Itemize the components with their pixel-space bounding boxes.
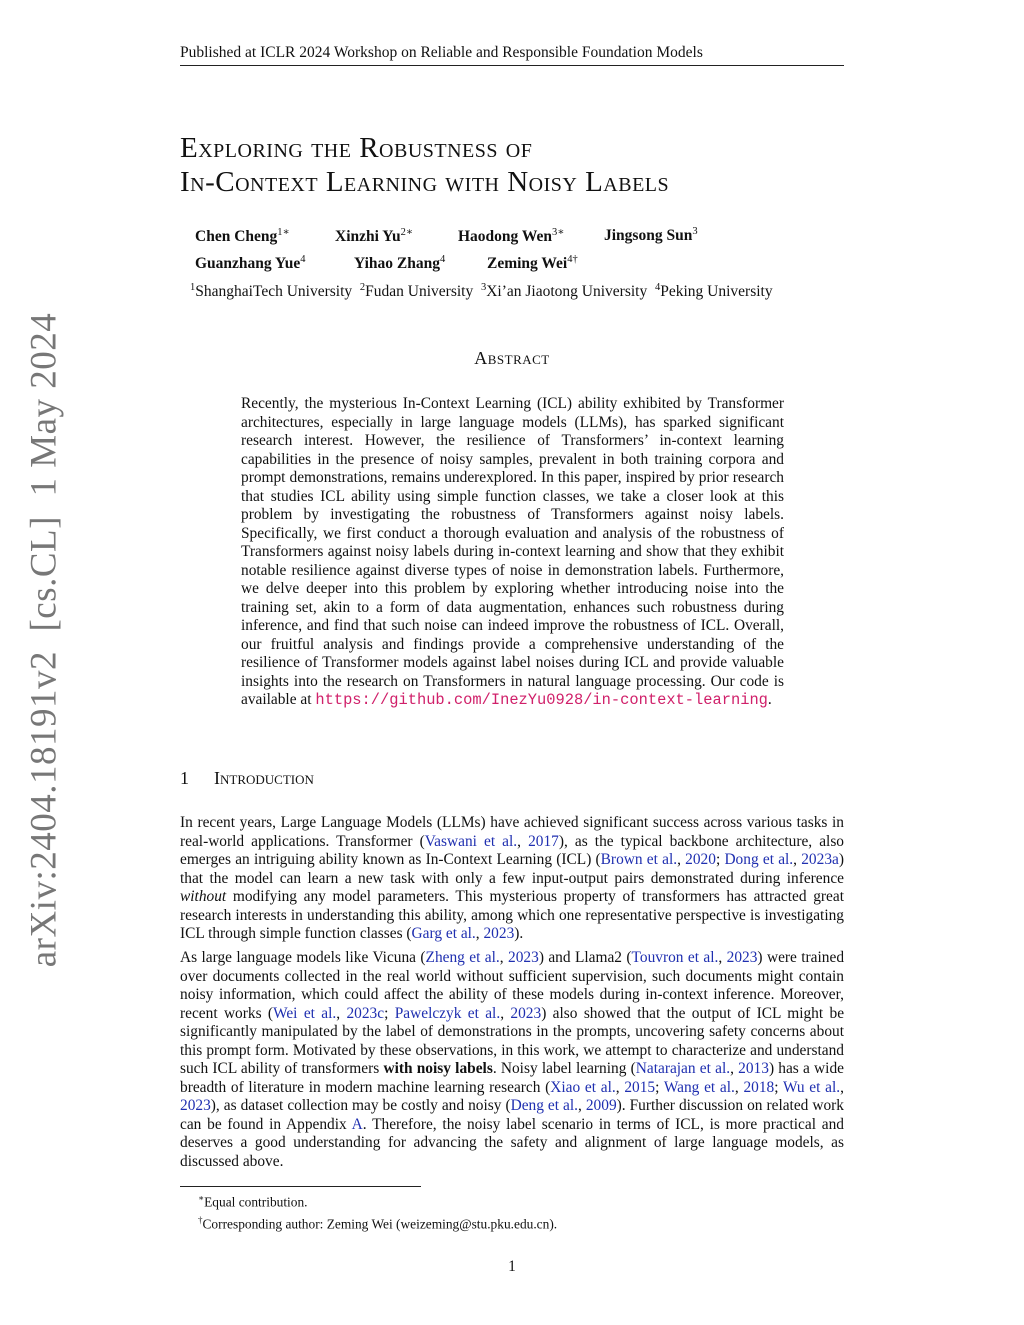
affiliation: $^4$Peking University	[654, 282, 773, 301]
abstract-text: Recently, the mysterious In-Context Learning (ICL) ability exhibited by Transformer architectures, especially in large language models (LLMs), has sparked significant research interest. However, the resilience of Transformers’ in-context learning capabilities in the presence of noisy samples, prevalent in both training corpora and prompt demonstrations, remains underexplored. In this paper, inspired by prior research that studies ICL ability using simple function classes, we take a closer look at this problem by investigating the robustness of Transformers against noisy labels. Specifically, we first conduct a thorough evaluation and analysis of the robustness of Transformers against noisy labels during in-context learning and show that they exhibit notable resilience against diverse types of noise in demonstration labels. Furthermore, we delve deeper into this problem by exploring whether introducing noise into the training set, akin to a form of data augmentation, enhances such robustness during inference, and find that such noise can indeed improve the robustness of ICL. Overall, our fruitful analysis and findings provide a comprehensive understanding of the resilience of Transformer models against label noises during ICL and provide valuable insights into the research on Transformers in natural language processing. Our code is available at	[241, 395, 784, 708]
header-rule	[180, 65, 844, 66]
author-list	[195, 226, 855, 282]
citation-year-link[interactable]: 2018	[743, 1078, 775, 1096]
title-line-1: Exploring the Robustness of	[180, 132, 533, 164]
citation-link[interactable]: Touvron et al.	[631, 949, 719, 966]
footnotes	[198, 1189, 557, 1234]
affiliation: $^2$Fudan University	[359, 282, 474, 301]
citation-link[interactable]: Xiao et al.	[550, 1078, 616, 1096]
citation-link[interactable]: Zheng et al.	[425, 949, 500, 966]
citation-year-link[interactable]: 2015	[624, 1078, 656, 1096]
footnote-rule	[180, 1186, 421, 1187]
author-name: Guanzhang Yue$^4$	[195, 254, 306, 273]
footnote: †Corresponding author: Zeming Wei (weizeming@stu.pku.edu.cn).	[198, 1215, 558, 1232]
code-url-link[interactable]: https://github.com/InezYu0928/in-context-learning	[315, 691, 768, 709]
appendix-link[interactable]: A	[351, 1115, 363, 1133]
intro-paragraph-1: In recent years, Large Language Models (LLMs) have achieved significant success across various tasks in real-world applications. Transformer (Vaswani et al., 2017), as the typical backbone architecture, also emerges an intriguing ability known as In-Context Learning (ICL) (Brown et al., 2020; Dong et al., 2023a) that the model can learn a new task with only a few input-output pairs demonstrated during inference without modifying any model parameters. This mysterious property of transformers has attracted great research interests in understanding this ability, among which one representative perspective is investigating ICL through simple function classes (Garg et al., 2023).	[180, 814, 845, 942]
citation-year-link[interactable]: 2023	[180, 1097, 211, 1114]
affiliation: $^3$Xi’an Jiaotong University	[480, 282, 648, 301]
citation-link[interactable]: Wu et al.	[782, 1078, 841, 1096]
citation-year-link[interactable]: 2023	[483, 925, 515, 942]
section-title: Introduction	[214, 768, 314, 788]
author-name: Xinzhi $Yu^{2∗}$	[335, 227, 414, 246]
citation-link[interactable]: Garg et al.	[411, 925, 476, 942]
intro-paragraph-2: As large language models like Vicuna (Zheng et al., 2023) and Llama2 (Touvron et al., 2023) were trained over documents collected in the real world without sufficient supervision, such documents might contain noisy information, which could affect the ability of these models during in-context inference. Moreover, recent works (Wei et al., 2023c; Pawelczyk et al., 2023) also showed that the output of ICL might be significantly manipulated by the label of demonstrations in the prompts, uncovering safety concerns about this prompt form. Motivated by these observations, in this work, we attempt to characterize and understand such ICL ability of transformers with noisy labels. Noisy label learning (Natarajan et al., 2013) has a wide breadth of literature in modern machine learning research (Xiao et al., 2015; Wang et al., 2018; Wu et al., 2023), as dataset collection may be costly and noisy (Deng et al., 2009). Further discussion on related work can be found in Appendix A. Therefore, the noisy label scenario in terms of ICL, is more practical and deserves a good understanding for advancing the safety and alignment of large language models, as discussed above.	[180, 949, 845, 1170]
citation-link[interactable]: Vaswani et al.	[424, 832, 518, 850]
citation-year-link[interactable]: 2020	[685, 851, 716, 868]
title-line-2: In-Context Learning with Noisy Labels	[180, 166, 670, 198]
affiliations	[190, 282, 773, 301]
paper-title	[180, 131, 880, 199]
author-row-2	[195, 254, 855, 282]
citation-year-link[interactable]: 2023	[510, 1004, 542, 1022]
citation-year-link[interactable]: 2023a	[801, 851, 839, 868]
author-name: Zeming Wei$^{4\dagger}$	[487, 254, 578, 273]
citation-link[interactable]: Dong et al.	[724, 851, 794, 868]
citation-year-link[interactable]: 2023	[508, 949, 539, 966]
author-row-1	[195, 226, 855, 254]
author-name: Jingsong Sun$^3$	[604, 226, 698, 245]
citation-year-link[interactable]: 2023c	[346, 1004, 385, 1022]
affiliation: $^1$ShanghaiTech University	[190, 282, 353, 301]
section-heading	[180, 768, 314, 789]
citation-year-link[interactable]: 2009	[585, 1097, 617, 1114]
citation-year-link[interactable]: 2017	[528, 832, 559, 850]
running-header: Published at ICLR 2024 Workshop on Reliable and Responsible Foundation Models	[180, 44, 703, 61]
author-name: Haodong Wen$^{3∗}$	[458, 227, 565, 246]
citation-link[interactable]: Deng et al.	[510, 1097, 578, 1114]
citation-year-link[interactable]: 2013	[738, 1060, 769, 1077]
citation-link[interactable]: Natarajan et al.	[635, 1060, 731, 1077]
citation-link[interactable]: Wei et al.	[273, 1004, 337, 1022]
citation-link[interactable]: Brown et al.	[600, 851, 678, 868]
citation-link[interactable]: Wang et al.	[663, 1078, 735, 1096]
citation-link[interactable]: Pawelczyk et al.	[394, 1004, 501, 1022]
footnote: ∗Equal contribution.	[198, 1193, 308, 1210]
arxiv-stamp-text: arXiv:2404.18191v2 [cs.CL] 1 May 2024	[23, 312, 65, 968]
abstract-body: Recently, the mysterious In-Context Learning (ICL) ability exhibited by Transformer architectures, especially in large language models (LLMs), has sparked significant research interest. However, the resilience of Transformers’ in-context learning capabilities in the presence of noisy samples, prevalent in both training corpora and prompt demonstrations, remains underexplored. In this paper, inspired by prior research that studies ICL ability using simple function classes, we take a closer look at this problem by investigating the robustness of Transformers against noisy labels. Specifically, we first conduct a thorough evaluation and analysis of the robustness of Transformers against noisy labels during in-context learning and show that they exhibit notable resilience against diverse types of noise in demonstration labels. Furthermore, we delve deeper into this problem by exploring whether introducing noise into the training set, akin to a form of data augmentation, enhances such robustness during inference, and find that such noise can indeed improve the robustness of ICL. Overall, our fruitful analysis and findings provide a comprehensive understanding of the resilience of Transformer models against label noises during ICL and provide valuable insights into the research on Transformers in natural language processing. Our code is available at https://github.com/InezYu0928/in-context-learning.	[241, 395, 784, 709]
author-name: Yihao Zhang$^4$	[354, 254, 446, 273]
citation-year-link[interactable]: 2023	[726, 949, 758, 966]
author-name: Chen Cheng$^{1∗}$	[195, 227, 290, 246]
section-number: 1	[180, 768, 189, 788]
abstract-heading: Abstract	[474, 348, 550, 368]
page-number: 1	[508, 1258, 516, 1275]
